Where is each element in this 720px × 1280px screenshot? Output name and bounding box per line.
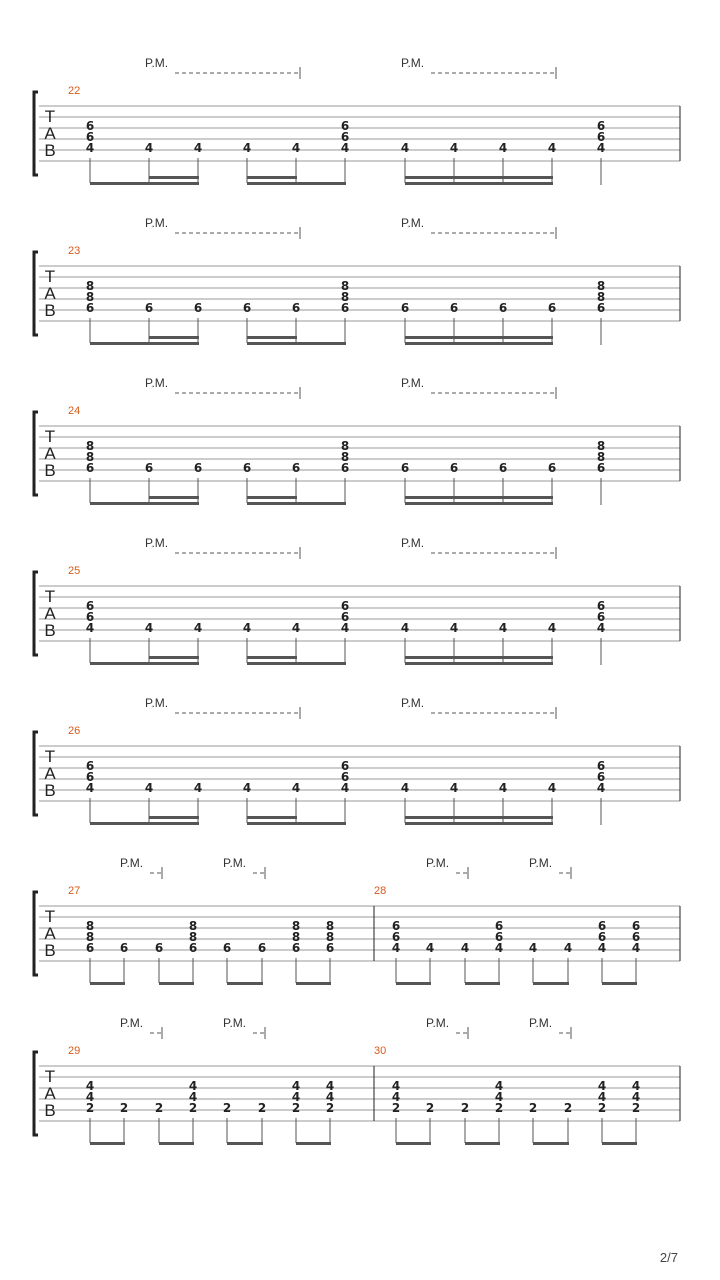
- fret-number: 6: [340, 610, 350, 624]
- beam: [149, 816, 199, 819]
- beam: [405, 656, 553, 659]
- measure-number: 25: [68, 565, 81, 577]
- fret-number: 6: [596, 461, 606, 475]
- fret-number: 4: [85, 621, 95, 635]
- fret-number: 4: [291, 781, 301, 795]
- fret-number: 2: [119, 1101, 129, 1115]
- fret-number: 6: [85, 599, 95, 613]
- fret-number: 4: [291, 141, 301, 155]
- fret-number: 4: [340, 141, 350, 155]
- fret-number: 6: [340, 119, 350, 133]
- fret-number: 2: [391, 1101, 401, 1115]
- fret-number: 6: [85, 301, 95, 315]
- beam: [405, 182, 553, 185]
- beam: [247, 176, 297, 179]
- fret-number: 6: [85, 461, 95, 475]
- beam: [149, 656, 199, 659]
- fret-number: 4: [291, 621, 301, 635]
- beam: [90, 502, 199, 505]
- fret-number: 6: [222, 941, 232, 955]
- fret-number: 8: [85, 919, 95, 933]
- fret-number: 6: [85, 119, 95, 133]
- fret-number: 4: [193, 621, 203, 635]
- tab-clef-letter: B: [44, 1101, 56, 1120]
- system-bracket: [34, 1052, 38, 1135]
- fret-number: 4: [291, 1079, 301, 1093]
- beam: [90, 982, 125, 985]
- beam: [396, 1142, 431, 1145]
- tab-clef-letter: A: [44, 124, 56, 143]
- fret-number: 4: [193, 781, 203, 795]
- beam: [247, 496, 297, 499]
- fret-number: 6: [596, 301, 606, 315]
- palm-mute-label: P.M.: [401, 376, 425, 390]
- fret-number: 6: [242, 301, 252, 315]
- fret-number: 2: [425, 1101, 435, 1115]
- palm-mute-label: P.M.: [120, 856, 144, 870]
- fret-number: 6: [498, 301, 508, 315]
- fret-number: 4: [425, 941, 435, 955]
- palm-mute-label: P.M.: [145, 696, 169, 710]
- beam: [405, 502, 553, 505]
- beam: [247, 656, 297, 659]
- measure-number: 22: [68, 85, 81, 97]
- beam: [533, 1142, 569, 1145]
- fret-number: 2: [85, 1101, 95, 1115]
- beam: [602, 1142, 637, 1145]
- fret-number: 8: [340, 450, 350, 464]
- beam: [405, 816, 553, 819]
- tab-clef-letter: A: [44, 924, 56, 943]
- fret-number: 8: [85, 439, 95, 453]
- beam: [405, 662, 553, 665]
- measure-number: 24: [68, 405, 81, 417]
- fret-number: 6: [85, 610, 95, 624]
- tab-clef-letter: B: [44, 941, 56, 960]
- measure-number: 30: [374, 1045, 387, 1057]
- fret-number: 8: [85, 930, 95, 944]
- beam: [90, 182, 199, 185]
- fret-number: 6: [596, 119, 606, 133]
- fret-number: 4: [242, 781, 252, 795]
- fret-number: 8: [596, 279, 606, 293]
- fret-number: 2: [563, 1101, 573, 1115]
- fret-number: 6: [85, 941, 95, 955]
- fret-number: 2: [257, 1101, 267, 1115]
- fret-number: 8: [325, 930, 335, 944]
- fret-number: 4: [85, 141, 95, 155]
- tab-clef-letter: B: [44, 461, 56, 480]
- tab-clef-letter: B: [44, 781, 56, 800]
- fret-number: 8: [596, 439, 606, 453]
- fret-number: 2: [528, 1101, 538, 1115]
- fret-number: 4: [188, 1079, 198, 1093]
- beam: [405, 822, 553, 825]
- fret-number: 4: [596, 781, 606, 795]
- fret-number: 4: [563, 941, 573, 955]
- fret-number: 2: [188, 1101, 198, 1115]
- fret-number: 6: [340, 759, 350, 773]
- tab-clef-letter: A: [44, 444, 56, 463]
- fret-number: 4: [85, 1090, 95, 1104]
- palm-mute-label: P.M.: [529, 856, 553, 870]
- fret-number: 6: [144, 461, 154, 475]
- fret-number: 4: [340, 621, 350, 635]
- fret-number: 6: [498, 461, 508, 475]
- fret-number: 2: [631, 1101, 641, 1115]
- beam: [149, 496, 199, 499]
- palm-mute-label: P.M.: [145, 56, 169, 70]
- palm-mute-label: P.M.: [120, 1016, 144, 1030]
- fret-number: 4: [547, 141, 557, 155]
- fret-number: 6: [340, 599, 350, 613]
- system-bracket: [34, 572, 38, 655]
- tab-clef-letter: T: [44, 1067, 56, 1086]
- tab-clef-letter: B: [44, 621, 56, 640]
- fret-number: 4: [400, 141, 410, 155]
- fret-number: 6: [340, 130, 350, 144]
- tab-clef-letter: T: [44, 267, 56, 286]
- fret-number: 4: [597, 1079, 607, 1093]
- beam: [247, 342, 346, 345]
- fret-number: 2: [325, 1101, 335, 1115]
- beam: [247, 822, 346, 825]
- fret-number: 4: [391, 941, 401, 955]
- fret-number: 6: [291, 301, 301, 315]
- fret-number: 4: [340, 781, 350, 795]
- fret-number: 6: [242, 461, 252, 475]
- fret-number: 6: [547, 301, 557, 315]
- fret-number: 4: [494, 1079, 504, 1093]
- tab-clef-letter: A: [44, 1084, 56, 1103]
- beam: [405, 496, 553, 499]
- tab-clef-letter: T: [44, 747, 56, 766]
- fret-number: 6: [391, 919, 401, 933]
- fret-number: 6: [400, 461, 410, 475]
- beam: [149, 176, 199, 179]
- fret-number: 4: [188, 1090, 198, 1104]
- measure-number: 23: [68, 245, 81, 257]
- fret-number: 2: [291, 1101, 301, 1115]
- palm-mute-label: P.M.: [223, 1016, 247, 1030]
- fret-number: 4: [144, 141, 154, 155]
- fret-number: 6: [449, 301, 459, 315]
- beam: [296, 982, 331, 985]
- beam: [247, 816, 297, 819]
- palm-mute-label: P.M.: [401, 696, 425, 710]
- fret-number: 6: [291, 941, 301, 955]
- fret-number: 6: [325, 941, 335, 955]
- fret-number: 4: [391, 1079, 401, 1093]
- palm-mute-label: P.M.: [529, 1016, 553, 1030]
- tab-clef-letter: A: [44, 604, 56, 623]
- fret-number: 4: [528, 941, 538, 955]
- system-bracket: [34, 412, 38, 495]
- beam: [159, 982, 194, 985]
- fret-number: 4: [85, 781, 95, 795]
- palm-mute-label: P.M.: [426, 856, 450, 870]
- fret-number: 4: [498, 621, 508, 635]
- fret-number: 8: [340, 279, 350, 293]
- beam: [227, 1142, 263, 1145]
- fret-number: 8: [325, 919, 335, 933]
- tab-clef-letter: T: [44, 107, 56, 126]
- measure-number: 26: [68, 725, 81, 737]
- fret-number: 2: [494, 1101, 504, 1115]
- fret-number: 4: [144, 781, 154, 795]
- fret-number: 6: [547, 461, 557, 475]
- system-bracket: [34, 732, 38, 815]
- fret-number: 4: [144, 621, 154, 635]
- fret-number: 4: [391, 1090, 401, 1104]
- beam: [227, 982, 263, 985]
- fret-number: 6: [340, 770, 350, 784]
- fret-number: 4: [494, 1090, 504, 1104]
- fret-number: 8: [291, 930, 301, 944]
- beam: [405, 176, 553, 179]
- palm-mute-label: P.M.: [401, 216, 425, 230]
- beam: [396, 982, 431, 985]
- fret-number: 6: [596, 759, 606, 773]
- beam: [465, 982, 500, 985]
- fret-number: 6: [291, 461, 301, 475]
- fret-number: 8: [291, 919, 301, 933]
- fret-number: 4: [449, 621, 459, 635]
- measure-number: 27: [68, 885, 81, 897]
- fret-number: 8: [596, 290, 606, 304]
- fret-number: 2: [460, 1101, 470, 1115]
- fret-number: 8: [85, 450, 95, 464]
- beam: [149, 336, 199, 339]
- palm-mute-label: P.M.: [401, 56, 425, 70]
- tab-clef-letter: A: [44, 764, 56, 783]
- fret-number: 6: [597, 919, 607, 933]
- fret-number: 4: [400, 621, 410, 635]
- palm-mute-label: P.M.: [223, 856, 247, 870]
- fret-number: 4: [325, 1079, 335, 1093]
- fret-number: 8: [596, 450, 606, 464]
- tab-clef-letter: A: [44, 284, 56, 303]
- palm-mute-label: P.M.: [145, 536, 169, 550]
- palm-mute-label: P.M.: [145, 216, 169, 230]
- fret-number: 6: [596, 610, 606, 624]
- tab-clef-letter: T: [44, 587, 56, 606]
- tab-clef-letter: T: [44, 907, 56, 926]
- beam: [90, 822, 199, 825]
- beam: [533, 982, 569, 985]
- fret-number: 6: [494, 930, 504, 944]
- fret-number: 6: [85, 759, 95, 773]
- system-bracket: [34, 252, 38, 335]
- fret-number: 6: [391, 930, 401, 944]
- fret-number: 6: [596, 770, 606, 784]
- palm-mute-label: P.M.: [145, 376, 169, 390]
- tab-clef-letter: B: [44, 301, 56, 320]
- fret-number: 4: [631, 1090, 641, 1104]
- fret-number: 4: [460, 941, 470, 955]
- fret-number: 6: [85, 130, 95, 144]
- fret-number: 8: [188, 919, 198, 933]
- fret-number: 2: [154, 1101, 164, 1115]
- fret-number: 4: [494, 941, 504, 955]
- fret-number: 2: [597, 1101, 607, 1115]
- fret-number: 8: [85, 279, 95, 293]
- beam: [465, 1142, 500, 1145]
- fret-number: 6: [400, 301, 410, 315]
- measure-number: 28: [374, 885, 387, 897]
- fret-number: 4: [325, 1090, 335, 1104]
- fret-number: 8: [340, 439, 350, 453]
- system-bracket: [34, 892, 38, 975]
- beam: [247, 502, 346, 505]
- beam: [90, 662, 199, 665]
- fret-number: 6: [596, 130, 606, 144]
- beam: [247, 182, 346, 185]
- fret-number: 4: [400, 781, 410, 795]
- fret-number: 6: [597, 930, 607, 944]
- fret-number: 6: [193, 461, 203, 475]
- fret-number: 6: [449, 461, 459, 475]
- fret-number: 4: [242, 141, 252, 155]
- fret-number: 6: [193, 301, 203, 315]
- fret-number: 6: [631, 930, 641, 944]
- beam: [90, 342, 199, 345]
- fret-number: 6: [596, 599, 606, 613]
- fret-number: 4: [597, 1090, 607, 1104]
- beam: [247, 662, 346, 665]
- beam: [296, 1142, 331, 1145]
- fret-number: 8: [188, 930, 198, 944]
- fret-number: 4: [498, 781, 508, 795]
- tab-clef-letter: B: [44, 141, 56, 160]
- fret-number: 4: [498, 141, 508, 155]
- fret-number: 4: [193, 141, 203, 155]
- fret-number: 6: [494, 919, 504, 933]
- fret-number: 6: [631, 919, 641, 933]
- fret-number: 8: [340, 290, 350, 304]
- fret-number: 6: [257, 941, 267, 955]
- fret-number: 2: [222, 1101, 232, 1115]
- fret-number: 4: [85, 1079, 95, 1093]
- measure-number: 29: [68, 1045, 81, 1057]
- fret-number: 4: [631, 941, 641, 955]
- fret-number: 6: [188, 941, 198, 955]
- fret-number: 4: [242, 621, 252, 635]
- fret-number: 4: [547, 621, 557, 635]
- fret-number: 4: [449, 781, 459, 795]
- system-bracket: [34, 92, 38, 175]
- beam: [90, 1142, 125, 1145]
- fret-number: 4: [631, 1079, 641, 1093]
- tab-clef-letter: T: [44, 427, 56, 446]
- palm-mute-label: P.M.: [426, 1016, 450, 1030]
- fret-number: 4: [547, 781, 557, 795]
- fret-number: 6: [340, 461, 350, 475]
- beam: [247, 336, 297, 339]
- beam: [405, 342, 553, 345]
- beam: [159, 1142, 194, 1145]
- fret-number: 4: [596, 141, 606, 155]
- fret-number: 6: [85, 770, 95, 784]
- fret-number: 6: [144, 301, 154, 315]
- fret-number: 4: [291, 1090, 301, 1104]
- beam: [602, 982, 637, 985]
- beam: [405, 336, 553, 339]
- fret-number: 4: [596, 621, 606, 635]
- fret-number: 4: [597, 941, 607, 955]
- fret-number: 6: [154, 941, 164, 955]
- fret-number: 6: [340, 301, 350, 315]
- page-number: 2/7: [659, 1250, 678, 1265]
- fret-number: 8: [85, 290, 95, 304]
- fret-number: 4: [449, 141, 459, 155]
- palm-mute-label: P.M.: [401, 536, 425, 550]
- fret-number: 6: [119, 941, 129, 955]
